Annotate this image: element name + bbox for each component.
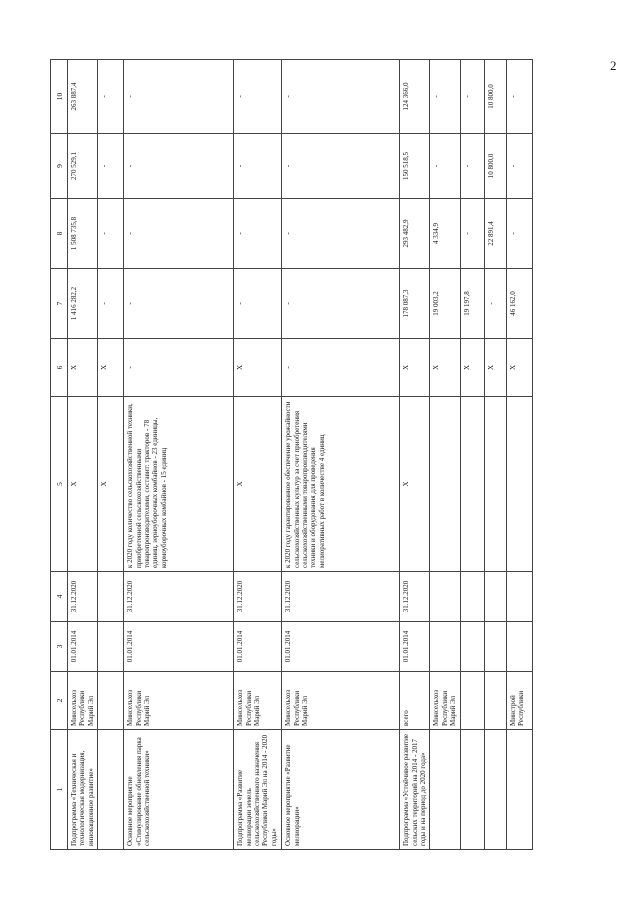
table-cell-c9: -: [282, 134, 400, 199]
table-cell-c7: -: [484, 269, 506, 339]
table-cell-c9: -: [124, 134, 234, 199]
table-cell-c8: -: [282, 199, 400, 269]
table-cell-c7: -: [282, 269, 400, 339]
table-cell-c2: всего: [400, 672, 430, 730]
table-cell-c4: 31.12.2020: [400, 572, 430, 622]
table-row: [484, 60, 506, 850]
table-cell-c1: [98, 730, 124, 850]
table-cell-c4: 31.12.2020: [234, 572, 282, 622]
header-cell: 7: [51, 269, 68, 339]
rotated-table-wrapper: [50, 60, 550, 850]
table-row: [430, 60, 460, 850]
table-cell-c8: 293 482,9: [400, 199, 430, 269]
table-cell-c4: [430, 572, 460, 622]
table-cell-c8: -: [506, 199, 532, 269]
table-cell-c10: -: [460, 60, 484, 134]
table-cell-c5: X: [68, 397, 98, 572]
table-cell-c9: -: [506, 134, 532, 199]
table-cell-c3: [506, 622, 532, 672]
header-cell: 1: [51, 730, 68, 850]
table-cell-c5: [430, 397, 460, 572]
table-cell-c1: Подпрограмма «Техническая и технологическая модернизация, инновационное развитие»: [68, 730, 98, 850]
table-row: [460, 60, 484, 850]
table-cell-c4: [98, 572, 124, 622]
table-cell-c7: 19 197,8: [460, 269, 484, 339]
table-cell-c7: 1 416 282,2: [68, 269, 98, 339]
table-cell-c5: X: [400, 397, 430, 572]
table-cell-c2: Минсельхоз Республики Марий Эл: [124, 672, 234, 730]
table-cell-c8: -: [124, 199, 234, 269]
table-cell-c5: к 2020 году количество сельскохозяйственной техники, приобретенной сельскохозяйственными товаропроизводителями, составит: тракторов - 78 единиц, зерноуборочных комбайнов - 23 единицы, кормоуборочных комбайнов - 15 единиц: [124, 397, 234, 572]
table-cell-c6: X: [506, 339, 532, 397]
table-cell-c10: -: [124, 60, 234, 134]
table-cell-c6: X: [400, 339, 430, 397]
table-cell-c1: [430, 730, 460, 850]
header-row: [51, 60, 68, 850]
table-cell-c8: -: [460, 199, 484, 269]
table-cell-c4: [484, 572, 506, 622]
table-cell-c9: -: [460, 134, 484, 199]
table-cell-c6: X: [234, 339, 282, 397]
table-cell-c4: 31.12.2020: [124, 572, 234, 622]
table-cell-c5: X: [98, 397, 124, 572]
table-cell-c9: -: [98, 134, 124, 199]
table-cell-c6: -: [282, 339, 400, 397]
header-cell: 9: [51, 134, 68, 199]
table-cell-c2: Минсельхоз Республики Марий Эл: [68, 672, 98, 730]
table-cell-c10: -: [234, 60, 282, 134]
table-cell-c2: Минстрой Республики: [506, 672, 532, 730]
table-cell-c7: -: [124, 269, 234, 339]
table-cell-c3: [460, 622, 484, 672]
header-cell: 8: [51, 199, 68, 269]
table-cell-c10: 263 887,4: [68, 60, 98, 134]
table-cell-c10: 10 800,0: [484, 60, 506, 134]
table-cell-c1: Основное мероприятие «Стимулирование обновления парка сельскохозяйственной техники»: [124, 730, 234, 850]
table-row: [234, 60, 282, 850]
page-number: 2: [610, 58, 617, 73]
table-cell-c4: [460, 572, 484, 622]
header-cell: 2: [51, 672, 68, 730]
table-cell-c1: [484, 730, 506, 850]
table-cell-c10: -: [98, 60, 124, 134]
table-cell-c5: X: [234, 397, 282, 572]
table-cell-c2: [484, 672, 506, 730]
table-cell-c6: X: [484, 339, 506, 397]
table-cell-c2: Минсельхоз Республики Марий Эл: [282, 672, 400, 730]
table-cell-c9: -: [430, 134, 460, 199]
table-row: [124, 60, 234, 850]
table-cell-c3: 01.01.2014: [282, 622, 400, 672]
header-cell: 6: [51, 339, 68, 397]
table-cell-c1: [460, 730, 484, 850]
table-cell-c3: 01.01.2014: [234, 622, 282, 672]
table-cell-c1: Основное мероприятие «Развитие мелиорации»: [282, 730, 400, 850]
table-cell-c4: 31.12.2020: [68, 572, 98, 622]
table-cell-c5: [460, 397, 484, 572]
table-row: [282, 60, 400, 850]
table-cell-c2: [98, 672, 124, 730]
table-cell-c6: X: [430, 339, 460, 397]
header-cell: 5: [51, 397, 68, 572]
table-row: [506, 60, 532, 850]
table-cell-c8: 1 508 735,8: [68, 199, 98, 269]
table-cell-c3: [484, 622, 506, 672]
header-cell: 10: [51, 60, 68, 134]
table-cell-c3: [430, 622, 460, 672]
table-cell-c7: -: [234, 269, 282, 339]
table-cell-c1: [506, 730, 532, 850]
table-cell-c1: Подпрограмма «Устойчивое развитие сельских территорий на 2014 - 2017 годы и на период до 2020 года»: [400, 730, 430, 850]
table-cell-c5: [506, 397, 532, 572]
table-row: [98, 60, 124, 850]
table-cell-c3: 01.01.2014: [400, 622, 430, 672]
table-cell-c6: X: [460, 339, 484, 397]
table-cell-c8: -: [98, 199, 124, 269]
table-cell-c8: 4 334,9: [430, 199, 460, 269]
table-cell-c2: Минсельхоз Республики Марий Эл: [430, 672, 460, 730]
table-cell-c4: [506, 572, 532, 622]
table-cell-c2: [460, 672, 484, 730]
table-cell-c6: X: [98, 339, 124, 397]
header-cell: 4: [51, 572, 68, 622]
table-cell-c2: Минсельхоз Республики Марий Эл: [234, 672, 282, 730]
table-cell-c7: 19 003,2: [430, 269, 460, 339]
table-cell-c9: 150 518,5: [400, 134, 430, 199]
table-cell-c6: X: [68, 339, 98, 397]
table-cell-c9: 270 529,1: [68, 134, 98, 199]
table-cell-c10: -: [506, 60, 532, 134]
table-cell-c5: к 2020 году гарантированное обеспечение урожайности сельскохозяйственных культур за счет приобретения сельскохозяйственными товаропроизводителями техники и оборудования для проведения мелиоративных работ в количестве 4 единиц: [282, 397, 400, 572]
table-cell-c10: -: [282, 60, 400, 134]
header-cell: 3: [51, 622, 68, 672]
table-cell-c8: 22 891,4: [484, 199, 506, 269]
table-cell-c8: -: [234, 199, 282, 269]
table-cell-c7: 178 087,3: [400, 269, 430, 339]
table-cell-c9: 10 800,0: [484, 134, 506, 199]
table-cell-c7: -: [98, 269, 124, 339]
table-cell-c3: [98, 622, 124, 672]
table-row: [68, 60, 98, 850]
program-table: [50, 59, 533, 850]
table-cell-c9: -: [234, 134, 282, 199]
table-cell-c5: [484, 397, 506, 572]
table-cell-c4: 31.12.2020: [282, 572, 400, 622]
table-cell-c3: 01.01.2014: [68, 622, 98, 672]
table-cell-c6: -: [124, 339, 234, 397]
table-row: [400, 60, 430, 850]
table-cell-c10: -: [430, 60, 460, 134]
table-cell-c10: 124 366,0: [400, 60, 430, 134]
table-cell-c1: Подпрограмма «Развитие мелиорации земель сельскохозяйственного назначения Республики Марий Эл на 2014 - 2020 годы»: [234, 730, 282, 850]
table-cell-c3: 01.01.2014: [124, 622, 234, 672]
table-cell-c7: 46 162,0: [506, 269, 532, 339]
